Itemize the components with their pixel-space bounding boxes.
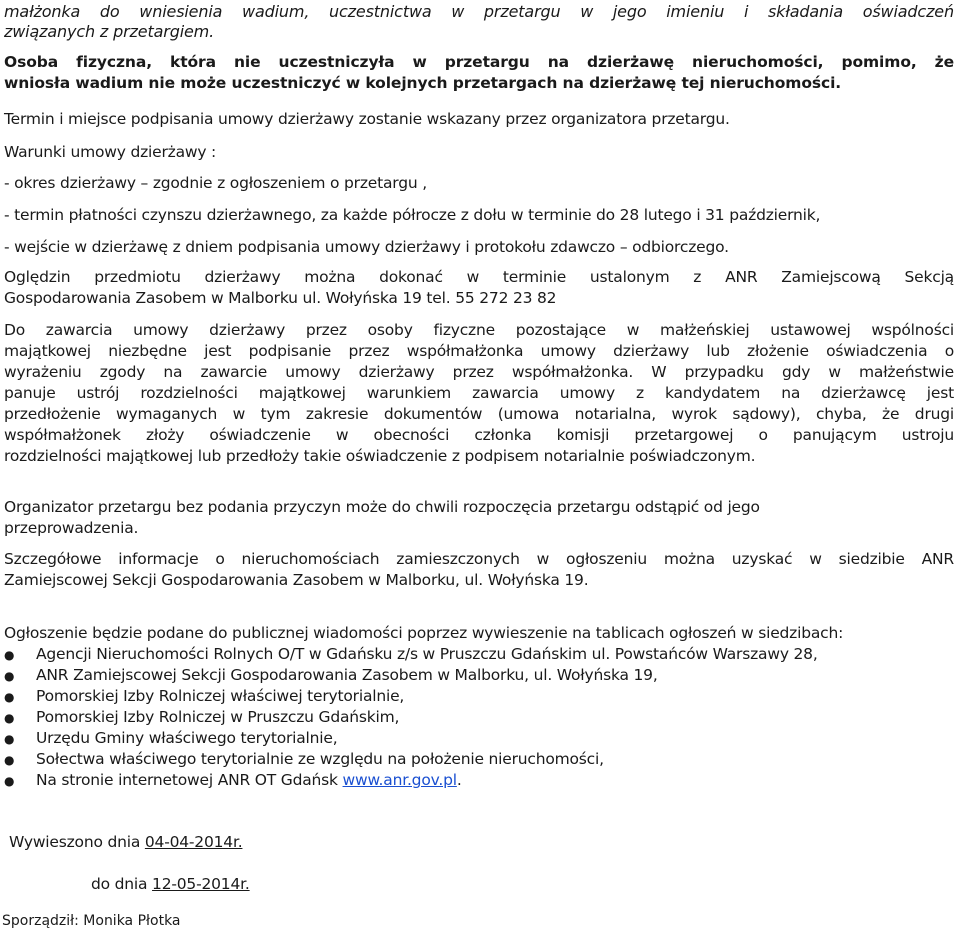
bold-line-1: Osoba fizyczna, która nie uczestniczyła w przetargu na dzierżawę nieruchomości, pomimo, że (4, 53, 954, 71)
szczegolowe-line-1: Szczegółowe informacje o nieruchomościach zamieszczonych w ogłoszeniu można uzyskać w siedzibie ANR (4, 550, 954, 568)
bold-line-2: wniosła wadium nie może uczestniczyć w kolejnych przetargach na dzierżawę tej nieruchomości. (4, 74, 842, 92)
ogledziny-line-2: Gospodarowania Zasobem w Malborku ul. Wołyńska 19 tel. 55 272 23 82 (4, 289, 557, 307)
bullet-dot: ● (4, 732, 15, 746)
ogloszenie-intro: Ogłoszenie będzie podane do publicznej wiadomości poprzez wywieszenie na tablicach ogłoszeń w siedzibach: (4, 624, 844, 642)
top-line-1: małżonka do wniesienia wadium, uczestnictwa w przetargu w jego imieniu i składania oświadczeń (4, 2, 954, 21)
ogledziny-line-1: Oględzin przedmiotu dzierżawy można dokonać w terminie ustalonym z ANR Zamiejscową Sekcją (4, 268, 954, 286)
warunki-item-3: - wejście w dzierżawę z dniem podpisania umowy dzierżawy i protokołu zdawczo – odbiorczego. (4, 238, 729, 256)
zawarcie-line-5: przedłożenie wymaganych w tym zakresie dokumentów (umowa notarialna, wyrok sądowy), chyba, że drugi (4, 405, 954, 423)
warunki-title: Warunki umowy dzierżawy : (4, 143, 217, 161)
zawarcie-line-2: majątkowej niezbędne jest podpisanie przez współmałżonka umowy dzierżawy lub złożenie oświadczenia o (4, 342, 954, 360)
zawarcie-line-1: Do zawarcia umowy dzierżawy przez osoby fizyczne pozostające w małżeńskiej ustawowej wspólności (4, 321, 954, 339)
website-prefix: Na stronie internetowej ANR OT Gdańsk (36, 771, 343, 789)
warunki-item-2: - termin płatności czynszu dzierżawnego, za każde półrocze z dołu w terminie do 28 lutego i 31 październik, (4, 206, 821, 224)
organizator-line-1: Organizator przetargu bez podania przyczyn może do chwili rozpoczęcia przetargu odstąpić od jego (4, 498, 760, 516)
wywieszono-date: 04-04-2014r. (144, 833, 243, 851)
bullet-dot: ● (4, 753, 15, 767)
list-item: Urzędu Gminy właściwego terytorialnie, (36, 729, 338, 747)
list-item-website (36, 771, 462, 789)
anr-website-link[interactable]: www.anr.gov.pl (342, 771, 457, 789)
bullet-dot: ● (4, 690, 15, 704)
wywieszono-label: Wywieszono dnia (9, 833, 145, 851)
bullet-dot: ● (4, 669, 15, 683)
top-line-2: związanych z przetargiem. (4, 22, 215, 41)
list-item: Sołectwa właściwego terytorialnie ze względu na położenie nieruchomości, (36, 750, 604, 768)
warunki-item-1: - okres dzierżawy – zgodnie z ogłoszeniem o przetargu , (4, 174, 427, 192)
zawarcie-line-3: wyrażeniu zgody na zawarcie umowy dzierżawy przez współmałżonka. W przypadku gdy w małżeństwie (4, 363, 954, 381)
zawarcie-line-6: współmałżonek złoży oświadczenie w obecności członka komisji przetargowej o panującym ustroju (4, 426, 954, 444)
do-dnia-line (91, 875, 250, 893)
sporzadzil-text: Sporządził: Monika Płotka (2, 913, 181, 929)
termin-text: Termin i miejsce podpisania umowy dzierżawy zostanie wskazany przez organizatora przetargu. (4, 110, 730, 128)
zawarcie-line-7: rozdzielności majątkowej lub przedłoży takie oświadczenie z podpisem notarialnie poświadczonym. (4, 447, 756, 465)
organizator-line-2: przeprowadzenia. (4, 519, 139, 537)
list-item: ANR Zamiejscowej Sekcji Gospodarowania Zasobem w Malborku, ul. Wołyńska 19, (36, 666, 658, 684)
bullet-dot: ● (4, 774, 15, 788)
do-dnia-date: 12-05-2014r. (152, 875, 250, 893)
zawarcie-line-4: panuje ustrój rozdzielności majątkowej warunkiem zawarcia umowy z kandydatem na dzierżawcę jest (4, 384, 954, 402)
do-dnia-label: do dnia (91, 875, 153, 893)
list-item: Pomorskiej Izby Rolniczej właściwej terytorialnie, (36, 687, 405, 705)
bullet-dot: ● (4, 711, 15, 725)
list-item: Pomorskiej Izby Rolniczej w Pruszczu Gdańskim, (36, 708, 400, 726)
bullet-dot: ● (4, 648, 15, 662)
list-item: Agencji Nieruchomości Rolnych O/T w Gdańsku z/s w Pruszczu Gdańskim ul. Powstańców Warszawy 28, (36, 645, 818, 663)
website-suffix: . (456, 771, 462, 789)
szczegolowe-line-2: Zamiejscowej Sekcji Gospodarowania Zasobem w Malborku, ul. Wołyńska 19. (4, 571, 589, 589)
wywieszono-line (9, 833, 242, 851)
